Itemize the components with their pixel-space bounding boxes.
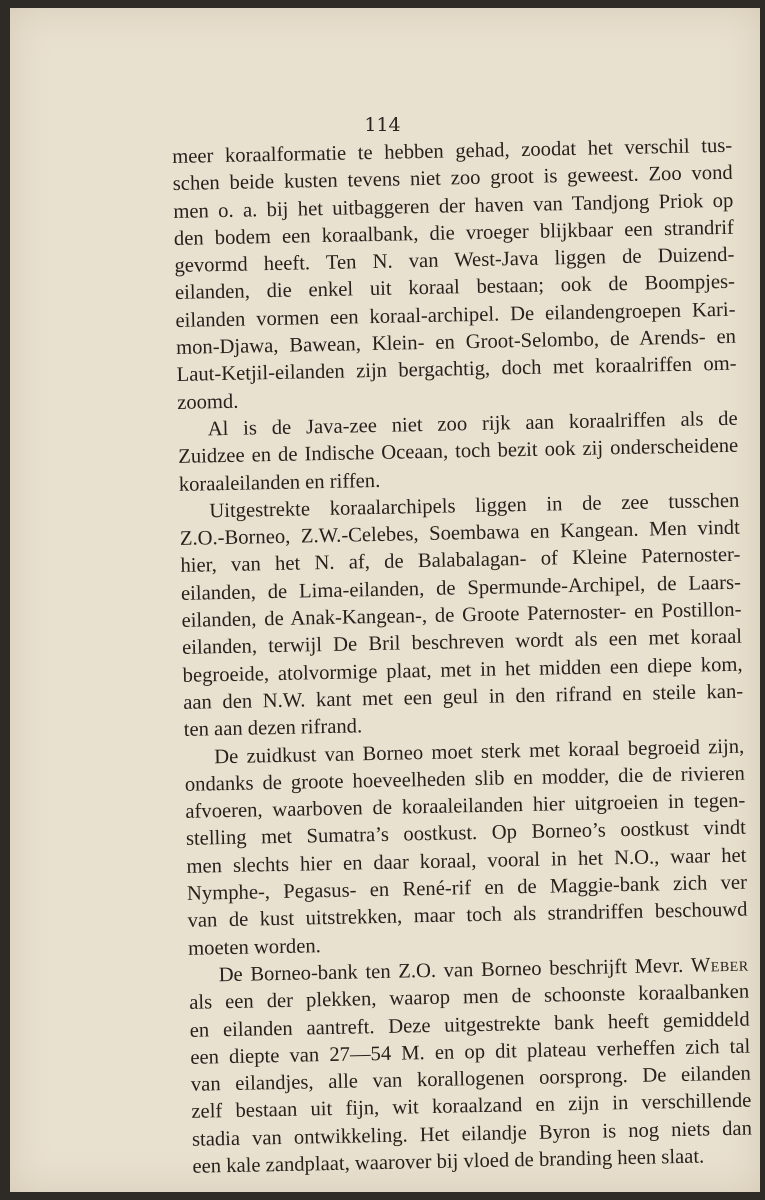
text-line: stelling met Sumatra’s oostkust. Op Borneo’s oostkust vindt (185, 817, 747, 851)
text-line: eilanden, die enkel uit koraal bestaan; ook de Boompjes- (174, 271, 736, 305)
text-line: als een der plekken, waarop men de schoonste koraalbanken (189, 980, 750, 1015)
text-line: schen beide kusten tevens niet zoo groot is geweest. Zoo vond (172, 162, 733, 196)
text-line: gevormd heeft. Ten N. van West-Java liggen de Duizend- (174, 243, 735, 278)
text-line: van de kust uitstrekken, maar toch als strandriffen beschouwd (187, 898, 748, 933)
text-line: den bodem een koraalbank, die vroeger blijkbaar een strandrif (173, 216, 735, 250)
text-line: hier, van het N. af, de Balabalagan- of Kleine Paternoster- (180, 544, 741, 578)
text-line: afvoeren, waarboven de koraaleilanden hier uitgroeien in tegen- (185, 789, 746, 823)
text-line: eilanden, de Lima-eilanden, de Spermunde-Archipel, de Laars- (180, 571, 742, 605)
text-line: moeten worden. (187, 934, 322, 960)
text-line: zelf bestaan uit fijn, wit koraalzand en zijn in verschillende (191, 1089, 752, 1124)
text-line: Uitgestrekte koraalarchipels liggen in de zee tusschen (209, 489, 740, 523)
text-line: ten aan dezen rifrand. (183, 715, 363, 742)
text-line: Laut-Ketjil-eilanden zijn bergachtig, doch met koraalriffen om- (176, 353, 737, 387)
text-line: eilanden vormen een koraal-archipel. De eilandengroepen Kari- (175, 298, 736, 332)
text-line: Nymphe-, Pegasus- en René-rif en de Maggie-bank zich ver (186, 871, 748, 905)
text-line: meer koraalformatie te hebben gehad, zoodat het verschil tus- (172, 134, 733, 168)
text-line: eilanden, de Anak-Kangean-, de Groote Paternoster- en Postillon- (181, 598, 742, 632)
text-line: een diepte van 27—54 M. en op dit plateau verheffen zich tal (190, 1035, 751, 1069)
text-line: zoomd. (176, 390, 239, 414)
text-line: men slechts hier en daar koraal, vooral in het N.O., waar het (186, 844, 747, 878)
text-line: en eilanden aantreft. Deze uitgestrekte bank heeft gemiddeld (189, 1008, 750, 1042)
text-line: Zuidzee en de Indische Oceaan, toch bezit ook zij onderscheidene (178, 434, 739, 469)
text-line: ondanks de groote hoeveelheden slib en modder, die de rivieren (184, 762, 745, 796)
text-line: aan den N.W. kant met een geul in den rifrand en steile kan- (182, 680, 744, 714)
text-line: Al is de Java-zee niet zoo rijk aan koraalriffen als de (207, 407, 738, 441)
text-line: koraaleilanden en riffen. (178, 469, 381, 496)
text-line: Z.O.-Borneo, Z.W.-Celebes, Soembawa en Kangean. Men vindt (179, 516, 741, 551)
text-line: De zuidkust van Borneo moet sterk met koraal begroeid zijn, (214, 735, 745, 768)
text-line: van eilandjes, alle van korallogenen oorsprong. De eilanden (190, 1062, 751, 1096)
author-name: Weber (690, 953, 749, 977)
text-line: mon-Djawa, Bawean, Klein- en Groot-Selombo, de Arends- en (175, 325, 737, 360)
text-line: eilanden, terwijl De Bril beschreven wordt als een met koraal (181, 626, 743, 660)
page-number: 114 (364, 114, 401, 136)
text-line: begroeide, atolvormige plaat, met in het midden een diepe kom, (182, 653, 743, 687)
text-line: een kale zandplaat, waarover bij vloed de branding heen slaat. (192, 1145, 705, 1178)
text-line: men o. a. bij het uitbaggeren der haven van Tandjong Priok op (173, 189, 734, 223)
text-line: stadia van ontwikkeling. Het eilandje Byron is nog niets dan (191, 1117, 753, 1151)
body-text (172, 133, 753, 1181)
text-fragment: De Borneo-bank ten Z.O. van Borneo beschrijft Mevr. (218, 954, 684, 987)
